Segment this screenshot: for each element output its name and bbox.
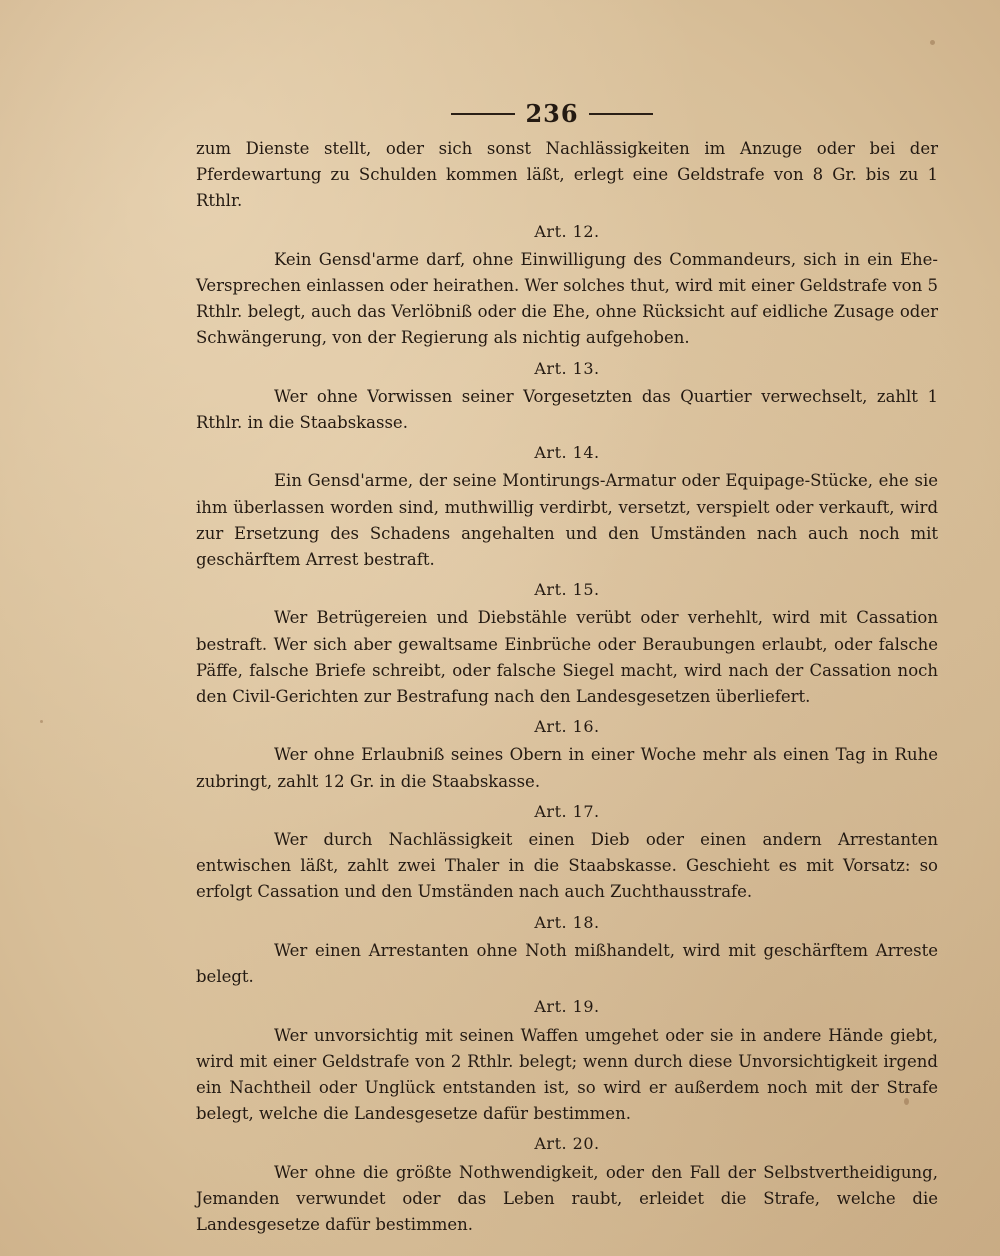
article-text: Wer ohne Vorwissen seiner Vorgesetzten das Quartier verwechselt, zahlt 1 Rthlr. in die Staabskasse. [196,386,938,433]
article-heading: Art. 12. [534,221,600,241]
article-12 [196,219,938,352]
paper-stain [40,720,43,723]
article-text: Wer ohne die größte Nothwendigkeit, oder den Fall der Selbstvertheidigung, Jemanden verwundet oder das Leben raubt, erleidet die Strafe, welche die Landesgesetze dafür bestimmen. [196,1162,938,1234]
article-heading: Art. 13. [534,358,600,378]
article-heading: Art. 17. [534,801,600,821]
article-heading: Art. 14. [534,443,600,463]
article-text: Wer Betrügereien und Diebstähle verübt oder verhehlt, wird mit Cassation bestraft. Wer sich aber gewaltsame Einbrüche oder Beraubungen erlaubt, oder falsche Päffe, falsche Briefe schreibt, oder falsche Siegel macht, wird nach der Cassation noch den Civil-Gerichten zur Bestrafung nach den Landesgesetzen überliefert. [196,608,938,707]
article-text: Wer durch Nachlässigkeit einen Dieb oder einen andern Arrestanten entwischen läßt, zahlt zwei Thaler in die Staabskasse. Geschieht es mit Vorsatz: so erfolgt Cassation und den Umständen nach auch Zuchthausstrafe. [196,830,938,902]
article-13 [196,356,938,437]
page-content [196,92,938,1238]
article-18 [196,910,938,991]
article-heading: Art. 19. [534,997,600,1017]
article-17 [196,799,938,906]
article-heading: Art. 18. [534,912,600,932]
paper-stain [930,40,935,45]
intro-paragraph: zum Dienste stellt, oder sich sonst Nachlässigkeiten im Anzuge oder bei der Pferdewartung zu Schulden kommen läßt, erlegt eine Geldstrafe von 8 Gr. bis zu 1 Rthlr. [196,139,938,211]
article-15 [196,577,938,710]
article-text: Wer unvorsichtig mit seinen Waffen umgehet oder sie in andere Hände giebt, wird mit einer Geldstrafe von 2 Rthlr. belegt; wenn durch diese Unvorsichtigkeit irgend ein Nachtheil oder Unglück entstanden ist, so wird er außerdem noch mit der Strafe belegt, welche die Landesgesetze dafür bestimmen. [196,1025,938,1124]
article-heading: Art. 16. [534,717,600,737]
article-heading: Art. 15. [534,580,600,600]
page-header [166,92,938,136]
article-14 [196,440,938,573]
article-text: Ein Gensd'arme, der seine Montirungs-Armatur oder Equipage-Stücke, ehe sie ihm überlassen worden sind, muthwillig verdirbt, versetzt, verspielt oder verkauft, wird zur Ersetzung des Schadens angehalten und den Umständen nach auch noch mit geschärftem Arrest bestraft. [196,471,938,570]
header-rule-right [589,113,653,115]
article-text: Wer ohne Erlaubniß seines Obern in einer Woche mehr als einen Tag in Ruhe zubringt, zahlt 12 Gr. in die Staabskasse. [196,745,938,791]
page-number: 236 [525,98,579,128]
article-19 [196,994,938,1127]
article-20 [196,1131,938,1238]
article-16 [196,714,938,795]
header-rule-left [451,113,515,115]
article-text: Kein Gensd'arme darf, ohne Einwilligung des Commandeurs, sich in ein Ehe-Versprechen einlassen oder heirathen. Wer solches thut, wird mit einer Geldstrafe von 5 Rthlr. belegt, auch das Verlöbniß oder die Ehe, ohne Rücksicht auf eidliche Zusage oder Schwängerung, von der Regierung als nichtig aufgehoben. [196,249,938,348]
article-text: Wer einen Arrestanten ohne Noth mißhandelt, wird mit geschärftem Arreste belegt. [196,940,938,987]
article-heading: Art. 20. [534,1134,600,1154]
